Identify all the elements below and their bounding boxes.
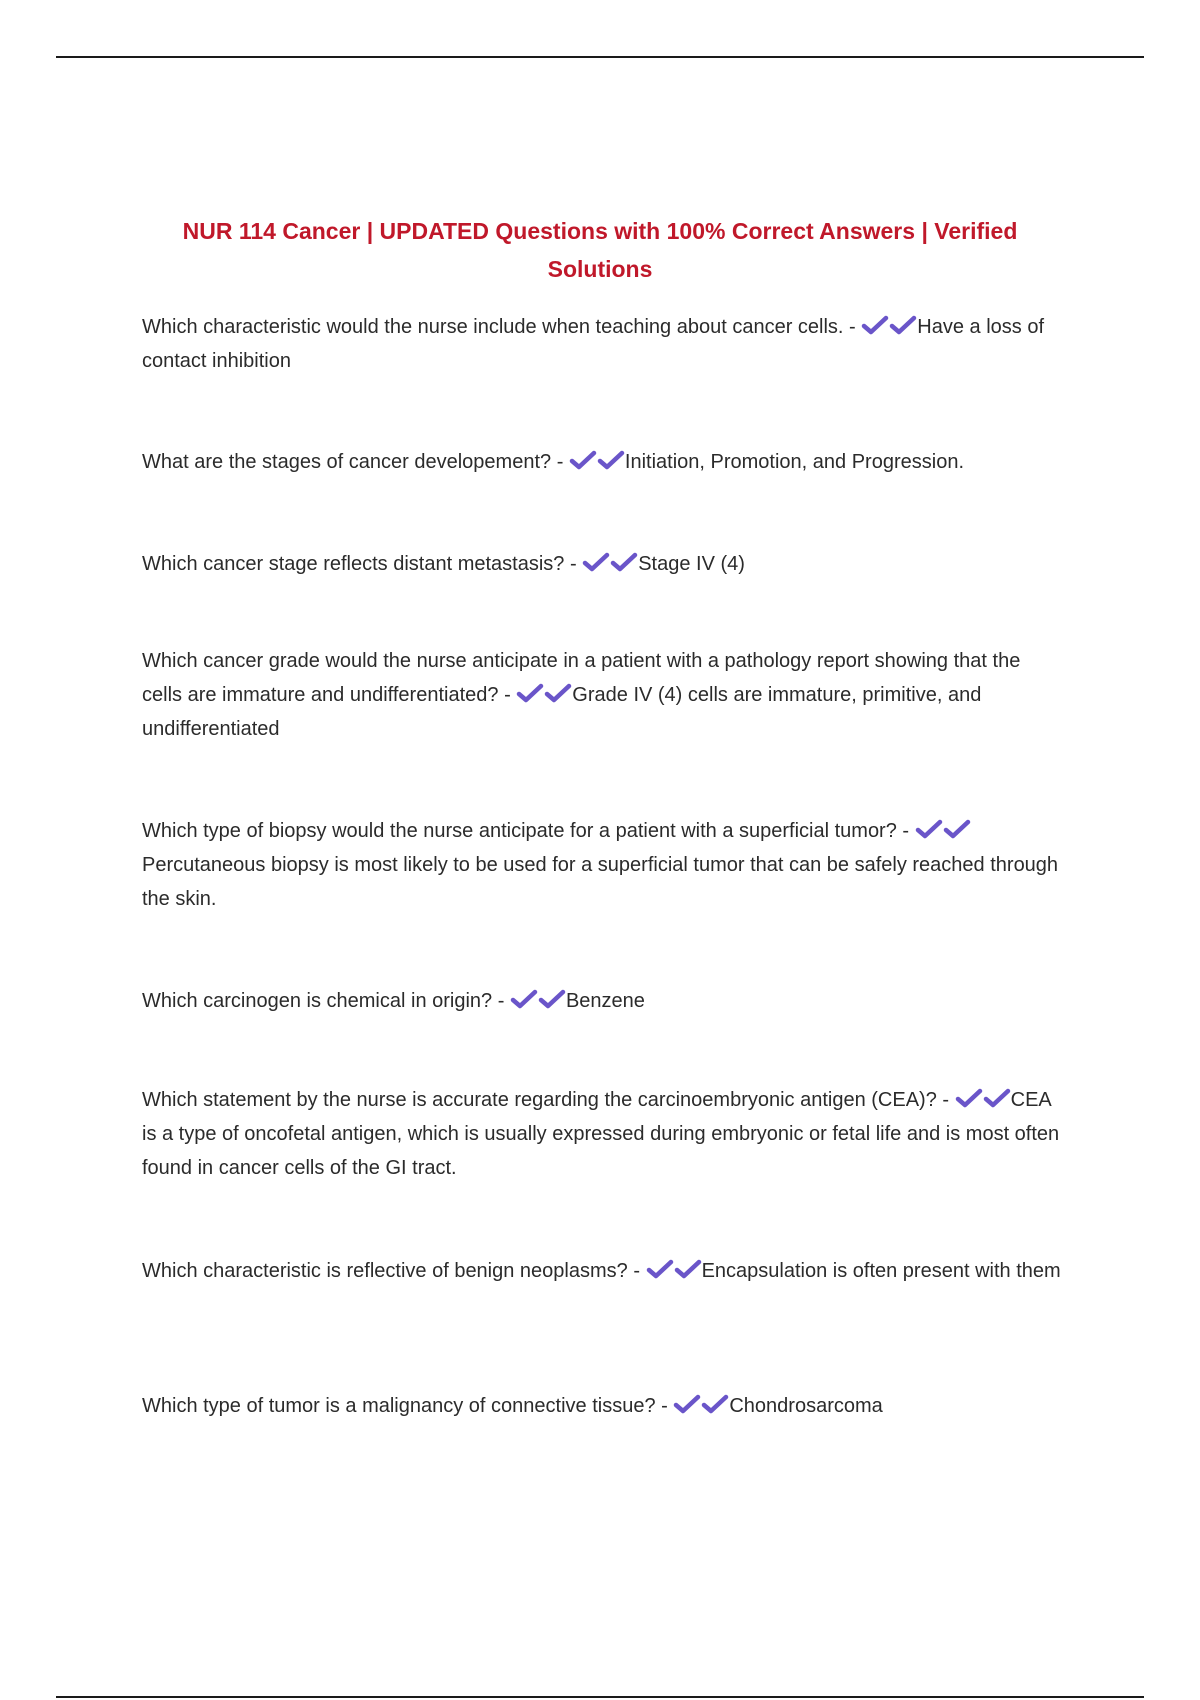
separator: - xyxy=(936,1089,955,1111)
answer-text: Initiation, Promotion, and Progression. xyxy=(624,451,964,473)
answer-text: Chondrosarcoma xyxy=(729,1395,883,1417)
separator: - xyxy=(896,820,915,842)
check-icon xyxy=(889,314,917,336)
qa-item-8 xyxy=(142,1254,1062,1288)
qa-item-1 xyxy=(142,310,1062,378)
question-text: Which type of tumor is a malignancy of connective tissue? xyxy=(142,1395,656,1417)
check-icon xyxy=(597,449,625,471)
answer-text: Benzene xyxy=(565,990,645,1012)
answer-text: Percutaneous biopsy is most likely to be used for a superficial tumor that can be safely reached through the skin. xyxy=(142,854,1059,910)
check-icon xyxy=(569,449,597,471)
check-icon xyxy=(544,682,572,704)
question-text: Which cancer grade would the nurse anticipate in a patient with a pathology report showing that the cells are immature and undifferentiated? xyxy=(142,650,1021,706)
answer-text: Stage IV (4) xyxy=(638,553,745,575)
separator: - xyxy=(843,316,862,338)
answer-text: Have a loss of contact inhibition xyxy=(142,316,1044,372)
question-text: Which characteristic would the nurse include when teaching about cancer cells. xyxy=(142,316,844,338)
separator: - xyxy=(627,1260,646,1282)
check-icon xyxy=(582,551,610,573)
question-text: Which carcinogen is chemical in origin? xyxy=(142,990,493,1012)
check-icon xyxy=(983,1087,1011,1109)
answer-text: Grade IV (4) cells are immature, primitive, and undifferentiated xyxy=(142,684,982,740)
check-icon xyxy=(943,818,971,840)
check-icon xyxy=(861,314,889,336)
qa-item-4 xyxy=(142,644,1062,746)
check-icon xyxy=(915,818,943,840)
page-title: NUR 114 Cancer | UPDATED Questions with 100% Correct Answers | Verified Solutions xyxy=(182,218,1018,282)
qa-item-3 xyxy=(142,547,1062,581)
question-text: Which statement by the nurse is accurate regarding the carcinoembryonic antigen (CEA)? xyxy=(142,1089,937,1111)
check-icon xyxy=(646,1258,674,1280)
answer-text: CEA is a type of oncofetal antigen, which is usually expressed during embryonic or fetal life and is most often found in cancer cells of the GI tract. xyxy=(142,1089,1060,1179)
separator: - xyxy=(564,553,583,575)
separator: - xyxy=(655,1395,674,1417)
check-icon xyxy=(701,1393,729,1415)
question-text: What are the stages of cancer developement? xyxy=(142,451,552,473)
check-icon xyxy=(516,682,544,704)
separator: - xyxy=(498,684,517,706)
question-text: Which type of biopsy would the nurse anticipate for a patient with a superficial tumor? xyxy=(142,820,897,842)
check-icon xyxy=(510,988,538,1010)
header-rule xyxy=(56,56,1144,58)
separator: - xyxy=(551,451,569,473)
check-icon xyxy=(955,1087,983,1109)
check-icon xyxy=(674,1258,702,1280)
question-text: Which cancer stage reflects distant metastasis? xyxy=(142,553,565,575)
qa-item-2 xyxy=(142,445,1062,479)
check-icon xyxy=(538,988,566,1010)
separator: - xyxy=(492,990,510,1012)
check-icon xyxy=(610,551,638,573)
qa-item-6 xyxy=(142,984,1062,1018)
check-icon xyxy=(673,1393,701,1415)
question-text: Which characteristic is reflective of benign neoplasms? xyxy=(142,1260,628,1282)
footer-rule xyxy=(56,1696,1144,1698)
qa-item-9 xyxy=(142,1389,1062,1423)
qa-item-5 xyxy=(142,814,1062,916)
answer-text: Encapsulation is often present with them xyxy=(701,1260,1061,1282)
qa-item-7 xyxy=(142,1083,1062,1185)
